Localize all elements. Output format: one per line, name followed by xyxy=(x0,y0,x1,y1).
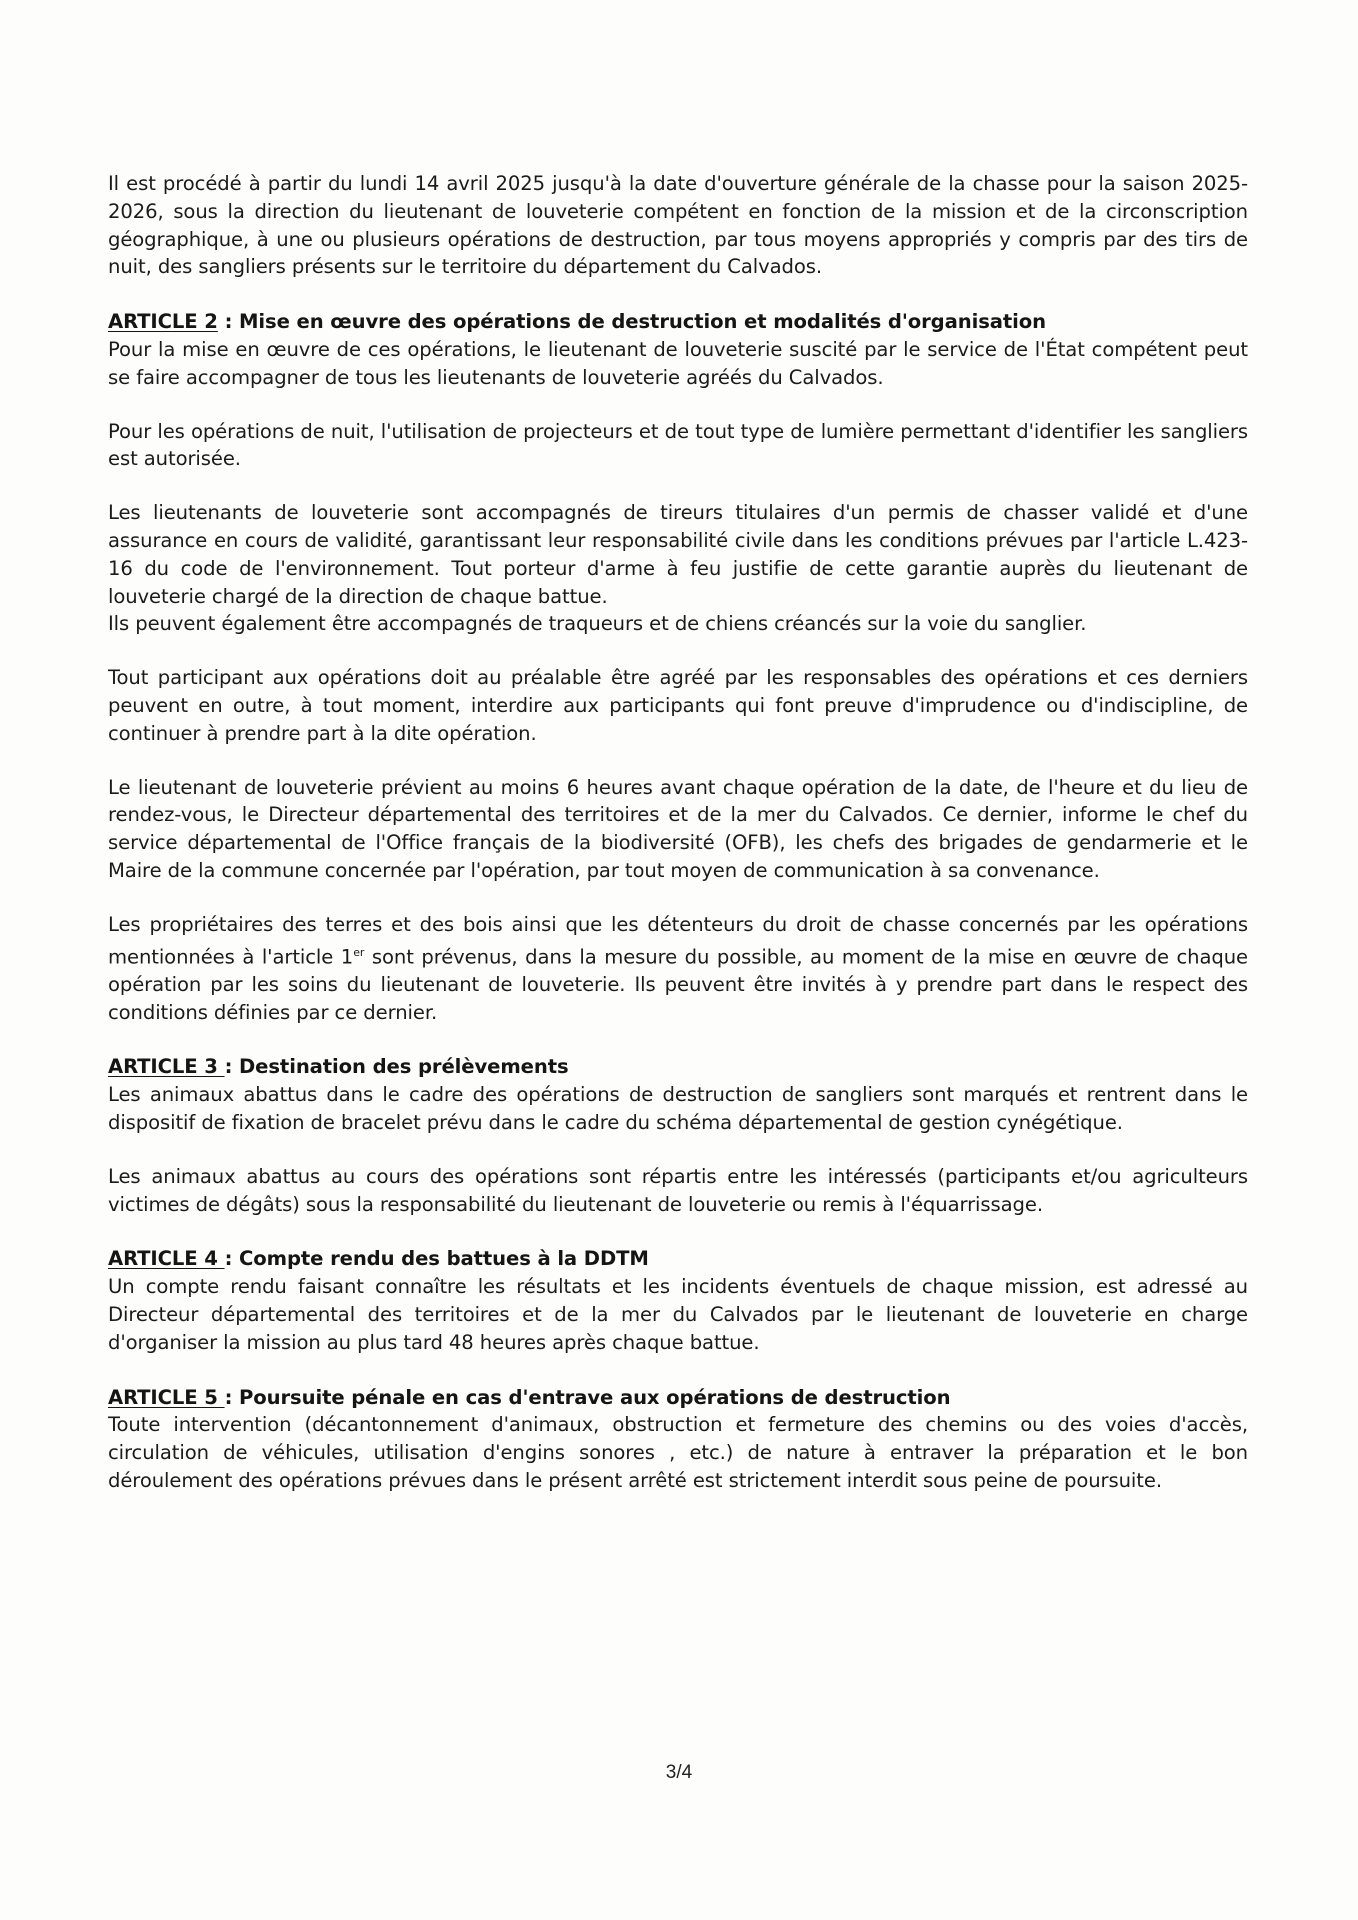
article-4-title: : Compte rendu des battues à la DDTM xyxy=(224,1247,649,1271)
article-2-heading xyxy=(108,308,1248,336)
article-2-title: : Mise en œuvre des opérations de destruction et modalités d'organisation xyxy=(217,310,1046,334)
article-3-label: ARTICLE 3 xyxy=(108,1055,225,1079)
article-2-paragraph-3: Les lieutenants de louveterie sont accompagnés de tireurs titulaires d'un permis de chasser validé et d'une assurance en cours de validité, garantissant leur responsabilité civile dans les conditions prévues par l'article L.423-16 du code de l'environnement. Tout porteur d'arme à feu justifie de cette garantie auprès du lieutenant de louveterie chargé de la direction de chaque battue. xyxy=(108,501,1248,608)
article-2-paragraph-1: Pour la mise en œuvre de ces opérations, le lieutenant de louveterie suscité par le service de l'État compétent peut se faire accompagner de tous les lieutenants de louveterie agréés du Calvados. xyxy=(108,337,1248,389)
article-4-label: ARTICLE 4 xyxy=(108,1247,225,1271)
article-2-paragraph-6-end: sont prévenus, dans la mesure du possible, au moment de la mise en œuvre de chaque opération par les soins du lieutenant de louveterie. Ils peuvent être invités à y prendre part dans le respect des conditions définies par ce dernier. xyxy=(108,945,1248,1024)
article-4-paragraph-1: Un compte rendu faisant connaître les résultats et les incidents éventuels de chaque mission, est adressé au Directeur départemental des territoires et de la mer du Calvados par le lieutenant de louveterie en charge d'organiser la mission au plus tard 48 heures après chaque battue. xyxy=(108,1275,1248,1354)
article-5-title: : Poursuite pénale en cas d'entrave aux opérations de destruction xyxy=(224,1385,951,1409)
article-2-paragraph-4: Tout participant aux opérations doit au préalable être agréé par les responsables des opérations et ces derniers peuvent en outre, à tout moment, interdire aux participants qui font preuve d'imprudence ou d'indiscipline, de continuer à prendre part à la dite opération. xyxy=(108,666,1248,745)
document-body xyxy=(108,170,1248,1495)
article-4-heading xyxy=(108,1245,1248,1273)
ordinal-superscript: er xyxy=(353,945,365,959)
article-2-paragraph-3b: Ils peuvent également être accompagnés de traqueurs et de chiens créancés sur la voie du sanglier. xyxy=(108,612,1087,636)
article-3-title: : Destination des prélèvements xyxy=(224,1055,569,1079)
article-2-paragraph-6-start: Les propriétaires des terres et des bois ainsi que les détenteurs du droit de chasse concernés par les opérations mentionnées à l'article 1 xyxy=(108,912,1248,969)
article-3-heading xyxy=(108,1053,1248,1081)
article-5-heading xyxy=(108,1384,1248,1412)
article-2-paragraph-6 xyxy=(108,911,1248,1027)
article-3-paragraph-2: Les animaux abattus au cours des opérations sont répartis entre les intéressés (participants et/ou agriculteurs victimes de dégâts) sous la responsabilité du lieutenant de louveterie ou remis à l'équarrissage. xyxy=(108,1164,1248,1216)
article-2-paragraph-5: Le lieutenant de louveterie prévient au moins 6 heures avant chaque opération de la date, de l'heure et du lieu de rendez-vous, le Directeur départemental des territoires et de la mer du Calvados. Ce dernier, informe le chef du service départemental de l'Office français de la biodiversité (OFB), les chefs des brigades de gendarmerie et le Maire de la commune concernée par l'opération, par tout moyen de communication à sa convenance. xyxy=(108,775,1248,882)
article-2-paragraph-2: Pour les opérations de nuit, l'utilisation de projecteurs et de tout type de lumière permettant d'identifier les sangliers est autorisée. xyxy=(108,419,1248,471)
intro-paragraph: Il est procédé à partir du lundi 14 avril 2025 jusqu'à la date d'ouverture générale de la chasse pour la saison 2025-2026, sous la direction du lieutenant de louveterie compétent en fonction de la mission et de la circonscription géographique, à une ou plusieurs opérations de destruction, par tous moyens appropriés y compris par des tirs de nuit, des sangliers présents sur le territoire du département du Calvados. xyxy=(108,172,1248,279)
page-number: 3/4 xyxy=(665,1762,693,1783)
article-5-label: ARTICLE 5 xyxy=(108,1385,225,1409)
article-3-paragraph-1: Les animaux abattus dans le cadre des opérations de destruction de sangliers sont marqués et rentrent dans le dispositif de fixation de bracelet prévu dans le cadre du schéma départemental de gestion cynégétique. xyxy=(108,1083,1248,1135)
article-5-paragraph-1: Toute intervention (décantonnement d'animaux, obstruction et fermeture des chemins ou des voies d'accès, circulation de véhicules, utilisation d'engins sonores , etc.) de nature à entraver la préparation et le bon déroulement des opérations prévues dans le présent arrêté est strictement interdit sous peine de poursuite. xyxy=(108,1413,1248,1493)
article-2-label: ARTICLE 2 xyxy=(108,310,218,334)
